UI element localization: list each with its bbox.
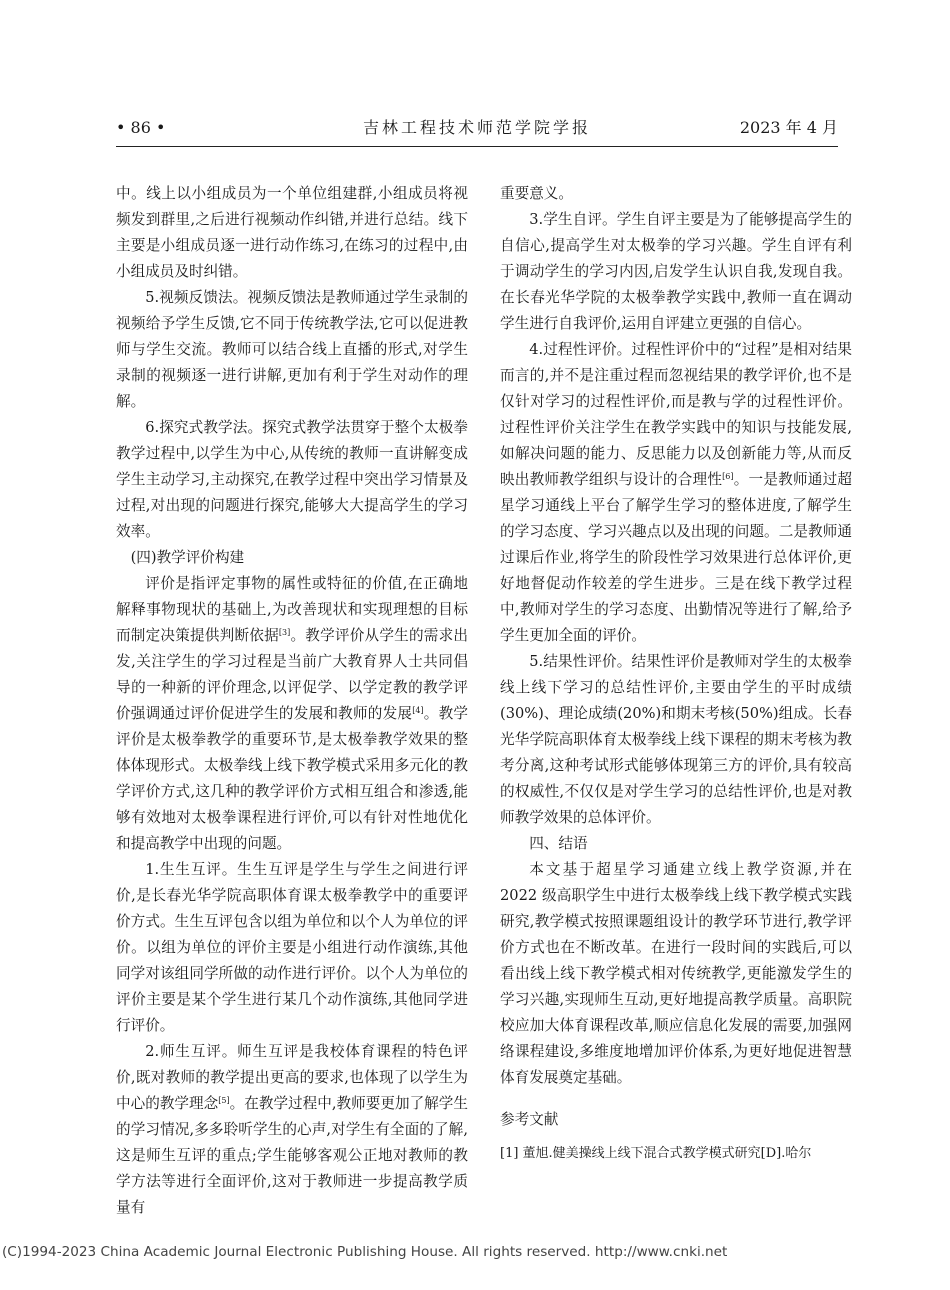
- paragraph: 5.视频反馈法。视频反馈法是教师通过学生录制的视频给予学生反馈,它不同于传统教学法,它可以促进教师与学生交流。教师可以结合线上直播的形式,对学生录制的视频逐一进行讲解,更加有利于学生对动作的理解。: [116, 289, 468, 410]
- paragraph: 5.结果性评价。结果性评价是教师对学生的太极拳线上线下学习的总结性评价,主要由学生的平时成绩(30%)、理论成绩(20%)和期末考核(50%)组成。长春光华学院高职体育太极拳线上线下课程的期末考核为教考分离,这种考试形式能够体现第三方的评价,具有较高的权威性,不仅仅是对学生学习的总结性评价,也是对教师教学效果的总体评价。: [500, 653, 852, 826]
- running-header: [116, 114, 838, 144]
- paragraph: 中。线上以小组成员为一个单位组建群,小组成员将视频发到群里,之后进行视频动作纠错,并进行总结。线下主要是小组成员逐一进行动作练习,在练习的过程中,由小组成员及时纠错。: [116, 185, 468, 280]
- paragraph: 1.生生互评。生生互评是学生与学生之间进行评价,是长春光华学院高职体育课太极拳教学中的重要评价方式。生生互评包含以组为单位和以个人为单位的评价。以组为单位的评价主要是小组进行动作演练,其他同学对该组同学所做的动作进行评价。以个人为单位的评价主要是某个学生进行某几个动作演练,其他同学进行评价。: [116, 861, 468, 1034]
- paragraph: 3.学生自评。学生自评主要是为了能够提高学生的自信心,提高学生对太极拳的学习兴趣。学生自评有利于调动学生的学习内因,启发学生认识自我,发现自我。在长春光华学院的太极拳教学实践中,教师一直在调动学生进行自我评价,运用自评建立更强的自信心。: [500, 211, 852, 332]
- paragraph: [116, 571, 468, 857]
- journal-title: 吉林工程技术师范学院学报: [362, 118, 591, 137]
- paragraph: 本文基于超星学习通建立线上教学资源,并在 2022 级高职学生中进行太极拳线上线下教学模式实践研究,教学模式按照课题组设计的教学环节进行,教学评价方式也在不断改革。在进行一段时间的实践后,可以看出线上线下教学模式相对传统教学,更能激发学生的学习兴趣,实现师生互动,更好地提高教学质量。高职院校应加大体育课程改革,顺应信息化发展的需要,加强网络课程建设,多维度地增加评价体系,为更好地促进智慧体育发展奠定基础。: [500, 861, 852, 1086]
- section-heading: 四、结语: [529, 835, 588, 852]
- text-run: 。教学评价是太极拳教学的重要环节,是太极拳教学效果的整体体现形式。太极拳线上线下教学模式采用多元化的教学评价方式,这几种的教学评价方式相互组合和渗透,能够有效地对太极拳课程进行评价,可以有针对性地优化和提高教学中出现的问题。: [116, 705, 468, 852]
- citation: [3]: [278, 628, 291, 637]
- paragraph: 重要意义。: [500, 185, 573, 202]
- text-run: 。教学评价从学生的需求出发,关注学生的学习过程是当前广大教育界人士共同倡导的一种新的评价理念,以评促学、以学定教的教学评价强调通过评价促进学生的发展和教师的发展: [116, 627, 468, 722]
- text-run: 4.过程性评价。过程性评价中的“过程”是相对结果而言的,并不是注重过程而忽视结果的教学评价,也不是仅针对学习的过程性评价,而是教与学的过程性评价。过程性评价关注学生在教学实践中的知识与技能发展,如解决问题的能力、反思能力以及创新能力等,从而反映出教师教学组织与设计的合理性: [500, 341, 852, 488]
- text-run: 。一是教师通过超星学习通线上平台了解学生学习的整体进度,了解学生的学习态度、学习兴趣点以及出现的问题。二是教师通过课后作业,将学生的阶段性学习效果进行总体评价,更好地督促动作较差的学生进步。三是在线下教学过程中,教师对学生的学习态度、出勤情况等进行了解,给予学生更加全面的评价。: [500, 471, 852, 644]
- citation: [6]: [722, 472, 734, 481]
- paragraph: [500, 337, 852, 649]
- right-column: [500, 181, 852, 1167]
- references-title: 参考文献: [500, 1111, 559, 1128]
- citation: [5]: [218, 1096, 230, 1105]
- copyright-footer: (C)1994-2023 China Academic Journal Electronic Publishing House. All rights reserved. http://www.cnki.net: [2, 1244, 728, 1260]
- issue-date: 2023 年 4 月: [739, 118, 838, 137]
- reference-item: [1] 董旭.健美操线上线下混合式教学模式研究[D].哈尔: [500, 1146, 812, 1161]
- page-number: • 86 •: [116, 118, 166, 137]
- text-run: 2.师生互评。师生互评是我校体育课程的特色评价,既对教师的教学提出更高的要求,也体现了以学生为中心的教学理念: [116, 1043, 468, 1112]
- section-heading: (四)教学评价构建: [130, 549, 245, 566]
- text-run: 。在教学过程中,教师要更加了解学生的学习情况,多多聆听学生的心声,对学生有全面的了解,这是师生互评的重点;学生能够客观公正地对教师的教学方法等进行全面评价,这对于教师进一步提高教学质量有: [116, 1095, 468, 1216]
- text-run: 评价是指评定事物的属性或特征的价值,在正确地解释事物现状的基础上,为改善现状和实现理想的目标而制定决策提供判断依据: [116, 575, 468, 644]
- paragraph: [116, 1039, 468, 1221]
- paragraph: 6.探究式教学法。探究式教学法贯穿于整个太极拳教学过程中,以学生为中心,从传统的教师一直讲解变成学生主动学习,主动探究,在教学过程中突出学习情景及过程,对出现的问题进行探究,能够大大提高学生的学习效率。: [116, 419, 468, 540]
- citation: [4]: [412, 706, 424, 715]
- header-rule: [116, 146, 838, 147]
- left-column: [116, 181, 468, 1221]
